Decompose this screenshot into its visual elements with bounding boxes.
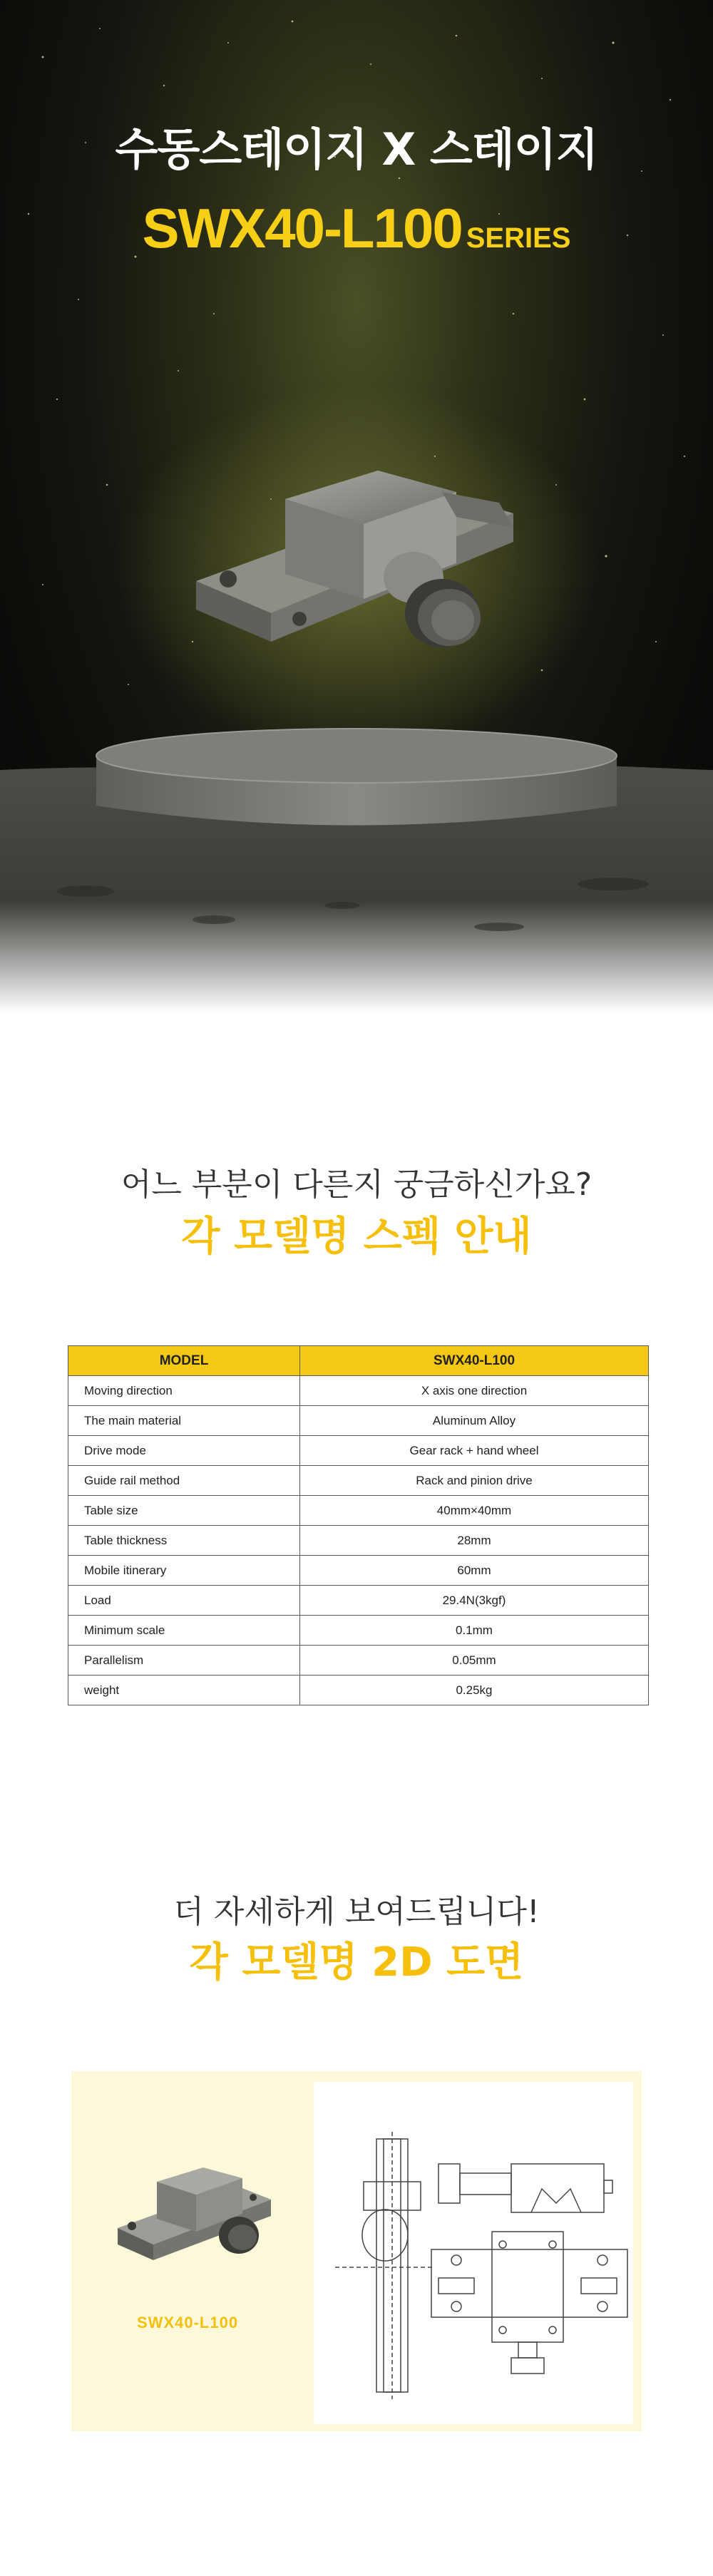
spec-value: 28mm	[300, 1526, 649, 1556]
model-number: SWX40-L100	[142, 197, 462, 260]
spec-value: Aluminum Alloy	[300, 1406, 649, 1436]
spec-label: Table thickness	[68, 1526, 300, 1556]
spec-label: Table size	[68, 1496, 300, 1526]
spec-label: Mobile itinerary	[68, 1556, 300, 1586]
spec-value: 40mm×40mm	[300, 1496, 649, 1526]
spec-value: 0.25kg	[300, 1676, 649, 1705]
spec-label: Guide rail method	[68, 1466, 300, 1496]
spec-header-label: MODEL	[68, 1346, 300, 1376]
spec-header-model: SWX40-L100	[300, 1346, 649, 1376]
spec-label: Load	[68, 1586, 300, 1616]
spec-label: Drive mode	[68, 1436, 300, 1466]
series-label: SERIES	[466, 222, 571, 254]
drawing-product-label: SWX40-L100	[137, 2314, 239, 2331]
spec-question: 어느 부분이 다른지 궁금하신가요?	[120, 1166, 593, 1203]
spec-value: Gear rack + hand wheel	[300, 1436, 649, 1466]
spec-label: Minimum scale	[68, 1616, 300, 1646]
spec-value: X axis one direction	[300, 1376, 649, 1406]
spec-heading: 각 모델명 스펙 안내	[181, 1213, 532, 1260]
spec-value: 29.4N(3kgf)	[300, 1586, 649, 1616]
hero-title: 수동스테이지 X 스테이지	[115, 123, 598, 175]
spec-label: The main material	[68, 1406, 300, 1436]
spec-label: weight	[68, 1676, 300, 1705]
spec-value: Rack and pinion drive	[300, 1466, 649, 1496]
drawing-heading: 각 모델명 2D 도면	[189, 1939, 524, 1986]
stage-thumbnail	[118, 2167, 271, 2260]
spec-value: 0.1mm	[300, 1616, 649, 1646]
spec-label: Parallelism	[68, 1646, 300, 1676]
technical-line-drawing	[335, 2132, 627, 2399]
drawing-question: 더 자세하게 보여드립니다!	[173, 1894, 540, 1930]
spec-value: 60mm	[300, 1556, 649, 1586]
spec-value: 0.05mm	[300, 1646, 649, 1676]
spec-label: Moving direction	[68, 1376, 300, 1406]
